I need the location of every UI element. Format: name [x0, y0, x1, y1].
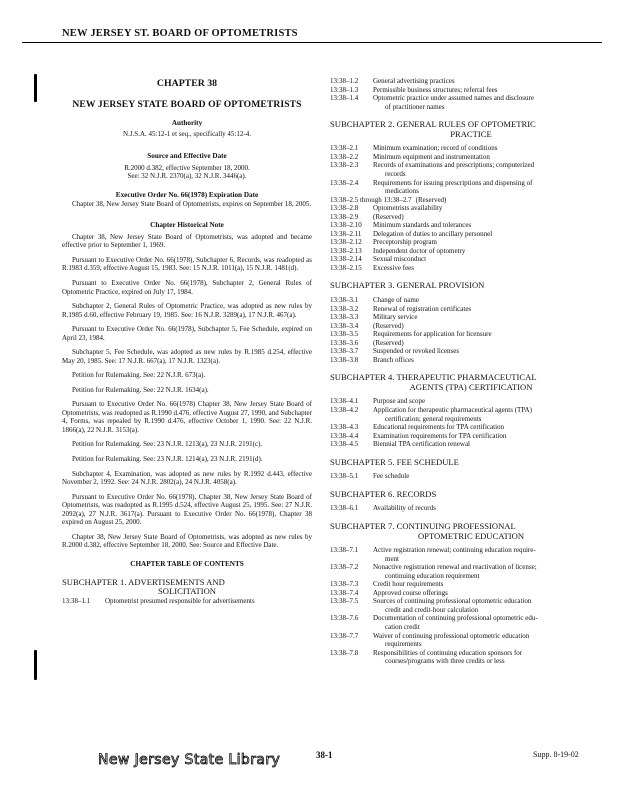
section-title-continuation: of practitioner names	[385, 102, 445, 111]
section-title-continuation: certification; general requirements	[385, 414, 482, 423]
toc-entry	[330, 406, 612, 423]
section-title-continuation: credit and credit-hour calculation	[385, 605, 479, 614]
section-title-line: Credit hour requirements	[373, 580, 444, 589]
section-title-line: (Reserved)	[415, 195, 447, 204]
section-title-line: Minimum examination; record of conditions	[373, 144, 498, 153]
section-number: 13:38–5.1	[330, 472, 359, 481]
section-title	[373, 305, 612, 314]
subchapter-1-heading	[62, 578, 312, 597]
section-number: 13:38–4.5	[330, 440, 359, 449]
subchapter-heading-line: SUBCHAPTER 7. CONTINUING PROFESSIONAL	[330, 520, 516, 531]
history-paragraph: Chapter 38, New Jersey State Board of Optometrists, was adopted as new rules by R.2000 d.382, effective September 18, 2000. See: Source and Effective Date.	[62, 532, 312, 550]
expiration-text: Chapter 38, New Jersey State Board of Optometrists, expires on September 18, 2005.	[72, 199, 312, 208]
toc-entry	[330, 322, 612, 331]
toc-entry	[330, 213, 612, 222]
toc-entry	[330, 649, 612, 666]
toc-entry	[330, 614, 612, 631]
history-paragraph: Petition for Rulemaking. See: 22 N.J.R. 673(a).	[72, 371, 206, 380]
toc-entry	[330, 77, 612, 86]
authority-heading: Authority	[171, 118, 203, 127]
section-number: 13:38–2.8	[330, 204, 359, 213]
toc-entry	[330, 161, 612, 178]
section-number: 13:38–3.1	[330, 295, 359, 304]
section-title-line: Minimum standards and tolerances	[373, 221, 472, 230]
toc-entry	[330, 144, 612, 153]
subchapter-3-heading: SUBCHAPTER 3. GENERAL PROVISION	[330, 280, 485, 291]
section-number: 13:38–3.7	[330, 347, 359, 356]
section-title	[373, 238, 612, 247]
section-title	[373, 440, 612, 449]
section-title	[373, 213, 612, 222]
section-title-line: Suspended or revoked licenses	[373, 347, 460, 356]
section-number: 13:38–7.6	[330, 614, 359, 623]
authority-text: N.J.S.A. 45:12-1 et seq., specifically 45:12-4.	[123, 130, 251, 139]
toc-entry	[330, 204, 612, 213]
section-number: 13:38–7.8	[330, 648, 359, 657]
section-title-line: (Reserved)	[373, 321, 404, 330]
section-title	[373, 472, 612, 481]
section-title	[373, 649, 612, 666]
expiration-heading: Executive Order No. 66(1978) Expiration Date	[115, 190, 259, 199]
section-title	[373, 347, 612, 356]
section-title	[373, 406, 612, 423]
section-title-line: General advertising practices	[373, 77, 455, 85]
header-rule	[22, 42, 602, 43]
section-title	[373, 247, 612, 256]
section-title-line: Sources of continuing professional optometric education	[373, 597, 532, 606]
toc-entry	[330, 432, 612, 441]
history-paragraph: Petition for Rulemaking. See: 22 N.J.R. 1634(a).	[72, 385, 209, 394]
toc-entry	[330, 94, 612, 111]
section-title	[373, 563, 612, 580]
history-paragraph: Subchapter 4, Examination, was adopted as new rules by R.1992 d.443, effective November 2, 1992. See: 24 N.J.R. 2802(a), 24 N.J.R. 4058(a).	[62, 469, 312, 487]
section-title	[373, 255, 612, 264]
toc-entry	[330, 423, 612, 432]
section-number: 13:38–2.13	[330, 246, 362, 255]
section-number: 13:38–7.4	[330, 588, 359, 597]
section-title-line: Purpose and scope	[373, 397, 426, 406]
right-column	[330, 77, 612, 666]
section-title-line: Records of examinations and prescriptions; computerized	[373, 161, 535, 170]
subchapter-heading-line: SUBCHAPTER 2. GENERAL RULES OF OPTOMETRIC	[330, 119, 536, 130]
section-title	[373, 94, 612, 111]
toc-entry	[330, 153, 612, 162]
section-title-line: Approved course offerings	[373, 588, 448, 597]
toc-entry	[330, 247, 612, 256]
toc-entry	[330, 632, 612, 649]
source-line: See: 32 N.J.R. 2370(a), 32 N.J.R. 3446(a).	[127, 172, 247, 181]
section-title-line: Active registration renewal; continuing education require-	[373, 546, 536, 555]
subchapter-2-heading	[330, 120, 612, 139]
section-title-line: Biennial TPA certification renewal	[373, 440, 471, 449]
section-number: 13:38–4.3	[330, 423, 359, 432]
toc-entry	[330, 255, 612, 264]
section-number: 13:38–2.9	[330, 212, 359, 221]
section-title-line: Excessive fees	[373, 263, 415, 272]
section-number: 13:38–7.7	[330, 631, 359, 640]
toc-entry	[330, 347, 612, 356]
section-number: 13:38–2.14	[330, 255, 362, 264]
section-number: 13:38–7.3	[330, 580, 359, 589]
chapter-number: CHAPTER 38	[156, 78, 218, 89]
section-number: 13:38–2.15	[330, 263, 362, 272]
toc-entry	[330, 238, 612, 247]
toc-entry	[330, 563, 612, 580]
section-title-continuation: records	[385, 169, 406, 178]
section-number: 13:38–2.3	[330, 161, 359, 170]
toc-entry	[330, 580, 612, 589]
history-paragraph: Petition for Rulemaking. See: 23 N.J.R. 1214(a), 23 N.J.R. 2191(d).	[72, 454, 263, 463]
toc-entry	[330, 86, 612, 95]
section-title	[373, 221, 612, 230]
toc-entry	[330, 504, 612, 513]
subchapter-7-list	[330, 546, 612, 665]
section-title-line: Requirements for application for licensure	[373, 330, 492, 339]
section-title	[373, 179, 612, 196]
subchapter-7-heading	[330, 522, 612, 541]
toc-entry	[330, 397, 612, 406]
section-title-line: Permissible business structures; referral fees	[373, 85, 498, 94]
section-number: 13:38–3.6	[330, 338, 359, 347]
history-paragraph: Subchapter 2, General Rules of Optometric Practice, was adopted as new rules by R.1985 d.60, effective February 19, 1985. See: 16 N.J.R. 3289(a), 17 N.J.R. 467(a).	[62, 302, 312, 319]
subchapter-4-heading	[330, 373, 612, 392]
section-number: 13:38–3.2	[330, 304, 359, 313]
margin-change-bar	[34, 74, 37, 102]
section-title	[373, 504, 612, 513]
history-paragraph: Petition for Rulemaking. See: 23 N.J.R. 1213(a), 23 N.J.R. 2191(c).	[72, 440, 263, 449]
section-title	[373, 230, 612, 239]
source-heading: Source and Effective Date	[147, 151, 227, 160]
section-number: 13:38–3.8	[330, 355, 359, 364]
margin-change-bar	[34, 650, 37, 680]
section-title	[373, 423, 612, 432]
section-title	[373, 86, 612, 95]
section-number: 13:38–2.5 through 13:38–2.7	[330, 195, 412, 204]
section-number: 13:38–1.4	[330, 94, 359, 103]
subchapter-heading-line: SUBCHAPTER 4. THERAPEUTIC PHARMACEUTICAL	[330, 372, 537, 383]
subchapter-5-list	[330, 472, 612, 481]
subchapter-2-list	[330, 144, 612, 272]
section-title-line: Minimum equipment and instrumentation	[373, 152, 490, 161]
section-title	[373, 614, 612, 631]
section-title-continuation: continuing education requirement	[385, 571, 480, 580]
toc-entry	[330, 296, 612, 305]
section-number: 13:38–3.5	[330, 330, 359, 339]
toc-entry	[330, 221, 612, 230]
toc-entry	[330, 589, 612, 598]
subchapter-heading-line: SUBCHAPTER 1. ADVERTISEMENTS AND	[62, 576, 225, 587]
section-title	[373, 77, 612, 86]
history-heading: Chapter Historical Note	[150, 221, 224, 230]
section-number: 13:38–1.3	[330, 85, 359, 94]
section-title-line: Waiver of continuing professional optometric education	[373, 631, 530, 640]
section-number: 13:38–1.1	[62, 596, 91, 605]
history-paragraph: Pursuant to Executive Order No. 66(1978) Chapter 38, New Jersey State Board of Optometrists, was readopted as R.1990 d.476, effective August 27, 1990, and Subchapter 4, Forms, was repealed by R.1990 d.476, effective October 1, 1990. See: 22 N.J.R. 1866(a), 22 N.J.R. 3153(a).	[62, 400, 312, 434]
section-title	[373, 546, 612, 563]
subchapter-1-list	[330, 77, 612, 111]
subchapter-6-heading: SUBCHAPTER 6. RECORDS	[330, 488, 437, 499]
subchapter-4-list	[330, 397, 612, 448]
section-title-line: Delegation of duties to ancillary personnel	[373, 229, 493, 238]
section-title-line: Requirements for issuing prescriptions and dispensing of	[373, 178, 533, 187]
left-column	[62, 78, 312, 605]
toc-entry	[330, 546, 612, 563]
section-title	[373, 632, 612, 649]
section-number: 13:38–3.3	[330, 313, 359, 322]
section-title-line: Preceptorship program	[373, 238, 437, 247]
section-number: 13:38–4.4	[330, 431, 359, 440]
section-number: 13:38–2.2	[330, 152, 359, 161]
toc-heading: CHAPTER TABLE OF CONTENTS	[130, 559, 244, 568]
toc-entry	[330, 330, 612, 339]
subchapter-heading-line: OPTOMETRIC EDUCATION	[417, 530, 525, 541]
section-title	[373, 204, 612, 213]
section-title-continuation: ment	[385, 554, 399, 563]
source-line: R.2000 d.382, effective September 18, 2000.	[124, 163, 250, 172]
section-title: Optometrist presumed responsible for advertisements	[105, 596, 255, 605]
section-number: 13:38–2.10	[330, 221, 362, 230]
section-number: 13:38–1.2	[330, 77, 359, 85]
history-paragraph: Pursuant to Executive Order No. 66(1978), Subchapter 2, General Rules of Optometric Practice, expired on July 17, 1984.	[62, 279, 312, 296]
section-title	[373, 296, 612, 305]
section-title-continuation: courses/programs with three credits or less	[385, 657, 505, 666]
subchapter-heading-line: AGENTS (TPA) CERTIFICATION	[409, 381, 533, 392]
section-title-continuation: cation credit	[385, 623, 420, 631]
toc-entry	[330, 313, 612, 322]
section-title-line: Educational requirements for TPA certification	[373, 423, 505, 432]
section-title-line: (Reserved)	[373, 338, 404, 347]
section-title	[373, 161, 612, 178]
section-title-line: Sexual misconduct	[373, 255, 427, 264]
section-title-line: Fee schedule	[373, 472, 410, 481]
toc-entry	[330, 196, 612, 205]
toc-entry	[330, 179, 612, 196]
toc-entry	[330, 597, 612, 614]
section-title	[373, 339, 612, 348]
section-number: 13:38–4.2	[330, 406, 359, 414]
subchapter-heading-line: PRACTICE	[450, 128, 492, 139]
section-number: 13:38–2.12	[330, 238, 362, 247]
section-title-line: Optometrists availability	[373, 204, 443, 213]
section-number: 13:38–2.4	[330, 178, 359, 187]
subchapter-3-list	[330, 296, 612, 364]
section-title-line: Availability of records	[373, 504, 436, 513]
section-title	[373, 597, 612, 614]
subchapter-6-list	[330, 504, 612, 513]
section-title-line: Independent doctor of optometry	[373, 246, 466, 255]
section-title	[373, 397, 612, 406]
section-title-line: Change of name	[373, 295, 419, 304]
chapter-title: NEW JERSEY STATE BOARD OF OPTOMETRISTS	[72, 98, 302, 110]
toc-entry	[330, 264, 612, 273]
section-title	[373, 153, 612, 162]
section-title	[373, 322, 612, 331]
section-title	[373, 356, 612, 365]
toc-entry	[330, 472, 612, 481]
section-number: 13:38–7.5	[330, 597, 359, 606]
history-paragraph: Pursuant to Executive Order No. 66(1978), Chapter 38, New Jersey State Board of Optometrists, was readopted as R.1995 d.524, effective August 25, 1995. See: 27 N.J.R. 2092(a), 27 N.J.R. 3617(a). Pursuant to Executive Order No. 66(1978), Chapter 38 expired on August 25, 2000.	[62, 492, 312, 527]
section-title	[373, 580, 612, 589]
toc-entry	[330, 339, 612, 348]
section-title	[373, 144, 612, 153]
section-title-line: Documentation of continuing professional optometric edu-	[373, 614, 538, 623]
section-number: 13:38–4.1	[330, 397, 359, 406]
section-title-line: Nonactive registration renewal and reactivation of license;	[373, 563, 537, 572]
page-number: 38-1	[316, 750, 333, 760]
section-title-line: Branch offices	[373, 355, 414, 364]
running-head: NEW JERSEY ST. BOARD OF OPTOMETRISTS	[62, 28, 298, 39]
section-title	[373, 589, 612, 598]
toc-entry	[330, 356, 612, 365]
supplement-date: Supp. 8-19-02	[533, 750, 579, 759]
history-paragraph: Chapter 38, New Jersey State Board of Optometrists, was adopted and became effective prior to September 1, 1969.	[62, 232, 312, 250]
subchapter-5-heading: SUBCHAPTER 5. FEE SCHEDULE	[330, 456, 459, 467]
section-number: 13:38–7.1	[330, 546, 359, 555]
library-watermark: New Jersey State Library	[98, 752, 281, 768]
history-paragraph: Pursuant to Executive Order No. 66(1978), Subchapter 5, Fee Schedule, expired on April 23, 1984.	[62, 325, 312, 342]
section-title	[373, 432, 612, 441]
toc-entry	[330, 230, 612, 239]
section-title-continuation: medications	[385, 187, 419, 196]
subchapter-heading-line: SOLICITATION	[157, 586, 217, 597]
toc-entry	[330, 440, 612, 449]
section-number: 13:38–6.1	[330, 504, 359, 513]
section-number: 13:38–7.2	[330, 563, 359, 572]
section-title-line: (Reserved)	[373, 212, 404, 221]
section-number: 13:38–2.1	[330, 144, 359, 153]
history-paragraph: Pursuant to Executive Order No. 66(1978), Subchapter 6, Records, was readopted as R.1983 d.359, effective August 15, 1983. See: 15 N.J.R. 1011(a), 15 N.J.R. 1481(d).	[62, 255, 312, 273]
section-title-continuation: requirements	[385, 640, 422, 649]
section-title	[373, 264, 612, 273]
section-number: 13:38–3.4	[330, 321, 359, 330]
section-number: 13:38–2.11	[330, 229, 362, 238]
section-title-line: Responsibilities of continuing education sponsors for	[373, 648, 523, 657]
section-title-line: Examination requirements for TPA certification	[373, 431, 507, 440]
history-notes	[62, 233, 312, 550]
toc-entry	[330, 305, 612, 314]
section-title	[416, 196, 612, 205]
history-paragraph: Subchapter 5, Fee Schedule, was adopted as new rules by R.1985 d.254, effective May 20, 1985. See: 17 N.J.R. 667(a), 17 N.J.R. 1323(a).	[62, 348, 312, 365]
section-title-line: Optometric practice under assumed names and disclosure	[373, 94, 534, 103]
section-title-line: Military service	[373, 313, 418, 322]
section-title	[373, 330, 612, 339]
toc-entry	[62, 597, 312, 606]
section-title-line: Renewal of registration certificates	[373, 304, 472, 313]
section-title	[373, 313, 612, 322]
section-title-line: Application for therapeutic pharmaceutical agents (TPA)	[373, 406, 532, 414]
